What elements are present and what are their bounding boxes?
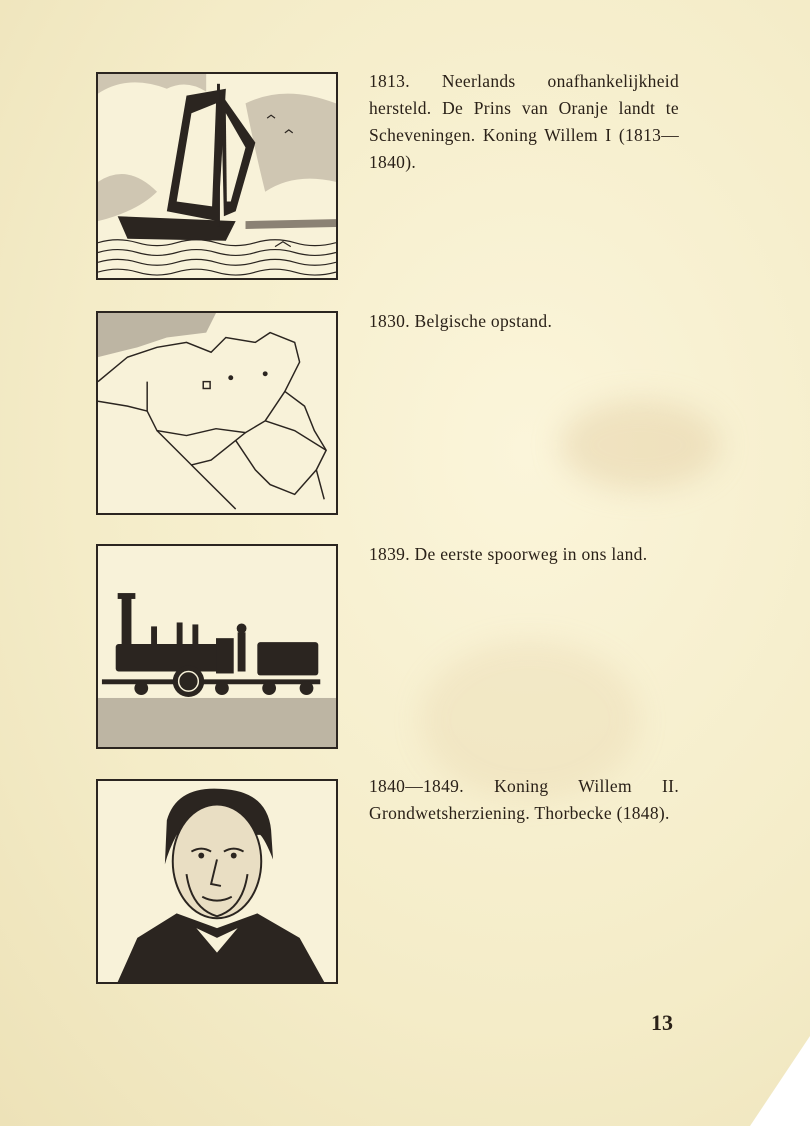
entry-1840-1849: 1840—1849. Koning Willem II. Grondwetsherziening. Thorbecke (1848). xyxy=(369,776,679,823)
entry-1839: 1839. De eerste spoorweg in ons land. xyxy=(369,544,648,564)
torn-corner xyxy=(750,1036,810,1126)
steam-locomotive-illustration xyxy=(96,544,338,749)
thorbecke-portrait-illustration xyxy=(96,779,338,984)
page-number: 13 xyxy=(651,1010,673,1035)
entry-1813: 1813. Neerlands onafhankelijkheid hersteld. De Prins van Oranje landt te Scheveningen. Koning Willem I (1813—1840). xyxy=(369,71,679,172)
sailing-ship-illustration xyxy=(96,72,338,280)
entry-1830: 1830. Belgische opstand. xyxy=(369,311,553,331)
belgium-map-illustration xyxy=(96,311,338,515)
paper-stain xyxy=(560,400,720,490)
